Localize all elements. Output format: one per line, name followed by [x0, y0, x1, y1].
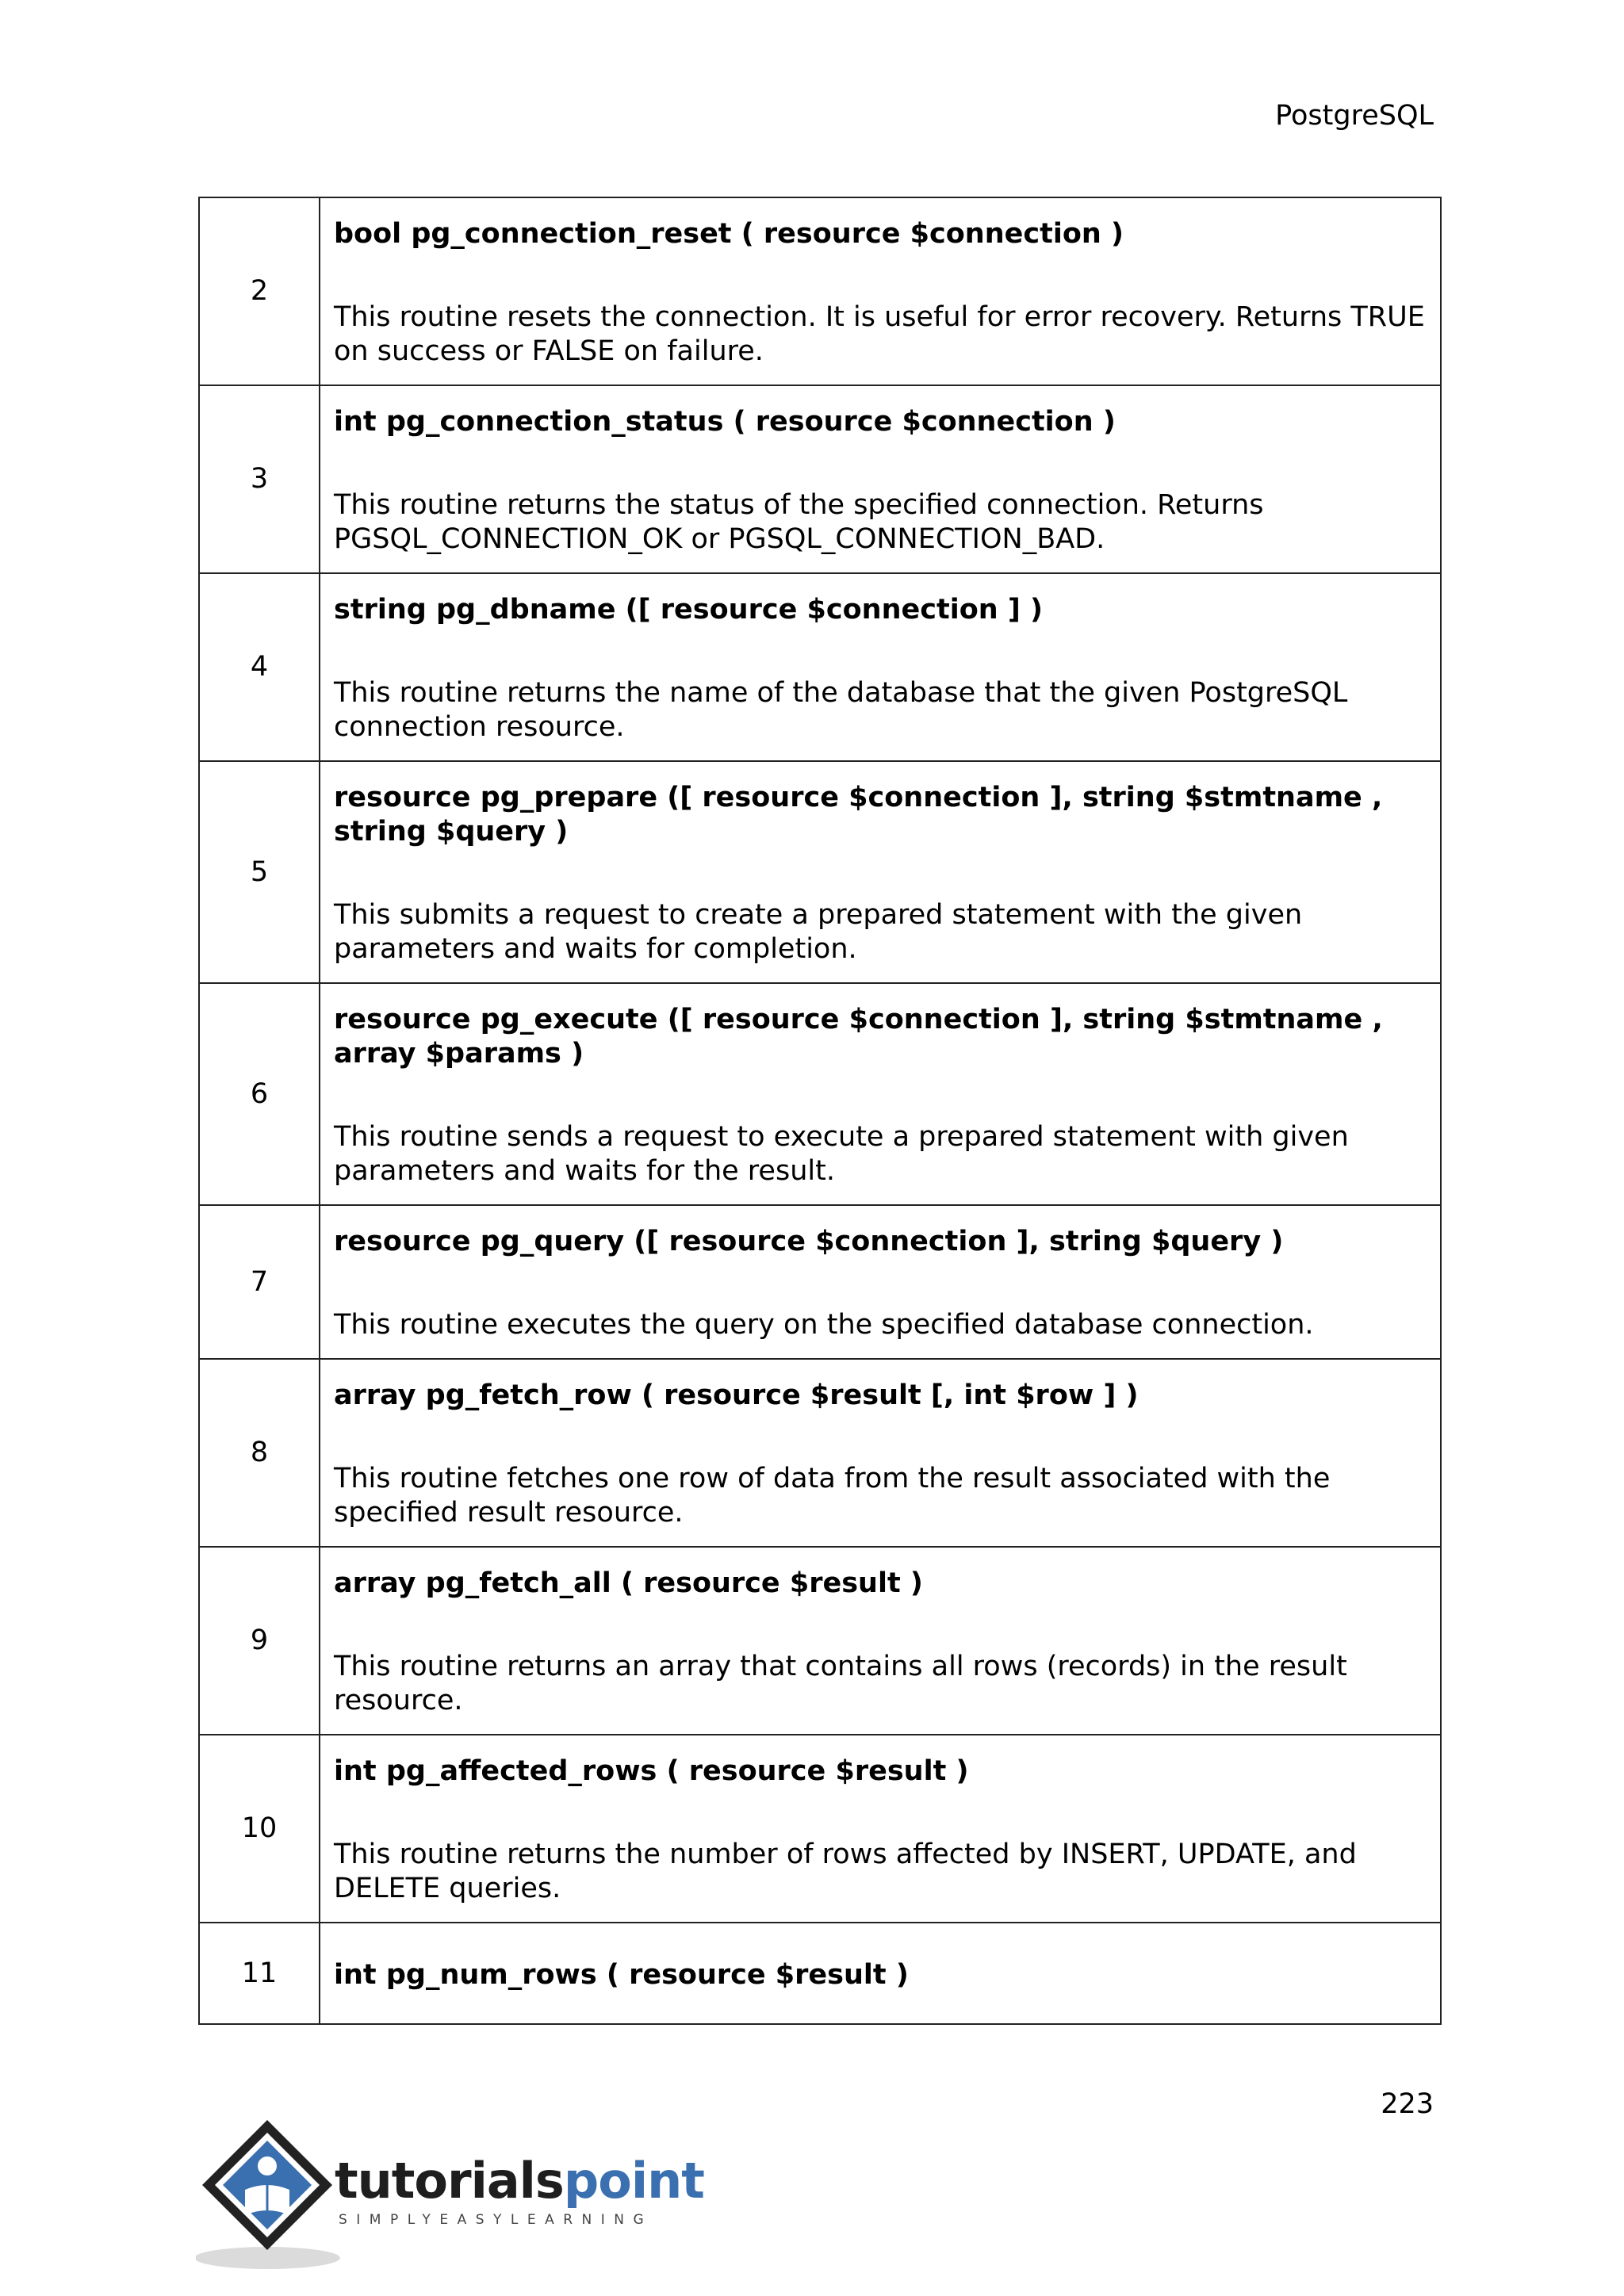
function-description: This submits a request to create a prepared statement with the given parameters and waits for completion.: [334, 899, 1303, 965]
function-signature: resource pg_prepare ([ resource $connection ], string $stmtname , string $query ): [334, 782, 1383, 848]
function-description: This routine returns the status of the specified connection. Returns PGSQL_CONNECTION_OK or PGSQL_CONNECTION_BAD.: [334, 489, 1264, 555]
table-row: [199, 385, 1441, 573]
row-content: [320, 1205, 1441, 1359]
table-row: [199, 1359, 1441, 1547]
row-content: [320, 1923, 1441, 2024]
row-number: 5: [199, 761, 320, 983]
function-signature: resource pg_execute ([ resource $connection ], string $stmtname , array $params ): [334, 1004, 1383, 1070]
function-description: This routine fetches one row of data from the result associated with the specified result resource.: [334, 1463, 1331, 1529]
function-signature: resource pg_query ([ resource $connection ], string $query ): [334, 1226, 1284, 1257]
row-content: [320, 573, 1441, 761]
row-number: 9: [199, 1547, 320, 1735]
row-content: [320, 761, 1441, 983]
row-number: 6: [199, 983, 320, 1205]
row-content: [320, 1735, 1441, 1923]
logo-wordmark: tutorialspoint: [335, 2152, 704, 2210]
function-signature: bool pg_connection_reset ( resource $connection ): [334, 218, 1124, 250]
table-row: [199, 573, 1441, 761]
function-signature: int pg_connection_status ( resource $connection ): [334, 406, 1116, 438]
table-row: [199, 1923, 1441, 2024]
page-header-title: PostgreSQL: [1275, 100, 1434, 132]
row-content: [320, 385, 1441, 573]
row-number: 8: [199, 1359, 320, 1547]
function-signature: int pg_num_rows ( resource $result ): [334, 1958, 909, 1991]
table-row: [199, 983, 1441, 1205]
function-signature: array pg_fetch_all ( resource $result ): [334, 1567, 923, 1599]
row-number: 3: [199, 385, 320, 573]
row-number: 2: [199, 197, 320, 385]
row-content: [320, 1359, 1441, 1547]
function-description: This routine returns the name of the database that the given PostgreSQL connection resource.: [334, 677, 1348, 743]
row-content: [320, 1547, 1441, 1735]
function-description: This routine executes the query on the specified database connection.: [334, 1309, 1314, 1341]
row-number: 4: [199, 573, 320, 761]
page-number: 223: [1381, 2088, 1434, 2120]
logo-tagline: SIMPLYEASYLEARNING: [339, 2212, 653, 2228]
row-number: 11: [199, 1923, 320, 2024]
row-content: [320, 983, 1441, 1205]
function-description: This routine returns the number of rows affected by INSERT, UPDATE, and DELETE queries.: [334, 1839, 1357, 1904]
table-row: [199, 761, 1441, 983]
row-number: 10: [199, 1735, 320, 1923]
function-signature: int pg_affected_rows ( resource $result ): [334, 1755, 969, 1787]
table-row: [199, 1735, 1441, 1923]
table-row: [199, 197, 1441, 385]
function-description: This routine returns an array that contains all rows (records) in the result resource.: [334, 1651, 1347, 1716]
function-signature: array pg_fetch_row ( resource $result [, int $row ] ): [334, 1380, 1139, 1411]
table-row: [199, 1205, 1441, 1359]
row-number: 7: [199, 1205, 320, 1359]
table-row: [199, 1547, 1441, 1735]
function-description: This routine sends a request to execute a prepared statement with given parameters and waits for the result.: [334, 1121, 1349, 1187]
function-signature: string pg_dbname ([ resource $connection ] ): [334, 594, 1044, 626]
function-description: This routine resets the connection. It is useful for error recovery. Returns TRUE on success or FALSE on failure.: [334, 301, 1425, 367]
function-table: [198, 197, 1442, 2025]
row-content: [320, 197, 1441, 385]
tutorialspoint-logo: [196, 2117, 704, 2275]
